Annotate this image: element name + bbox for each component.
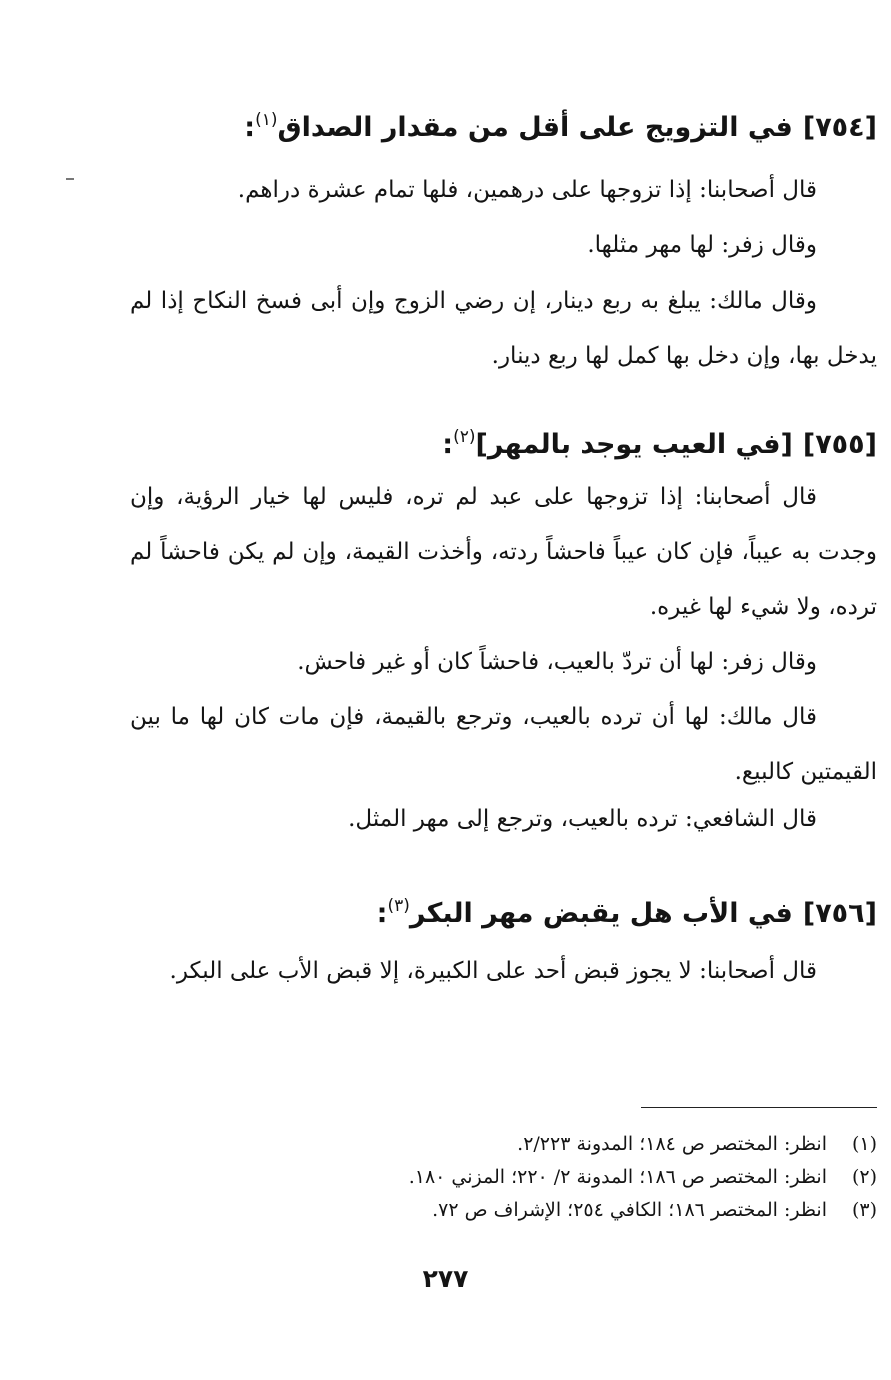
- section-heading-754: [130, 108, 877, 148]
- section-number: [٧٥٥]: [802, 429, 877, 460]
- footnote-separator: [641, 1107, 877, 1108]
- page-number: ٢٧٧: [422, 1264, 469, 1293]
- paragraph: قال الشافعي: ترده بالعيب، وترجع إلى مهر المثل.: [348, 806, 817, 832]
- section-title: في الأب هل يقبض مهر البكر: [409, 898, 793, 929]
- heading-colon: :: [376, 898, 388, 929]
- paragraph: قال أصحابنا: إذا تزوجها على درهمين، فلها تمام عشرة دراهم.: [237, 177, 817, 203]
- paragraph: قال مالك: لها أن ترده بالعيب، وترجع بالقيمة، فإن مات كان لها ما بين القيمتين كالبيع.: [130, 704, 877, 785]
- heading-colon: :: [244, 112, 256, 143]
- footnote-text: انظر: المختصر ص ١٨٤؛ المدونة ٢/٢٢٣.: [517, 1133, 827, 1155]
- footnotes: [130, 1128, 877, 1227]
- scan-speck: [66, 178, 74, 180]
- section-number: [٧٥٦]: [802, 898, 877, 929]
- footnote: [130, 1128, 877, 1161]
- footnote-text: انظر: المختصر ١٨٦؛ الكافي ٢٥٤؛ الإشراف ص ٧٢.: [432, 1199, 827, 1221]
- paragraph: وقال زفر: لها أن تردّ بالعيب، فاحشاً كان أو غير فاحش.: [297, 649, 817, 675]
- footnote-ref: (١): [255, 110, 278, 130]
- footnote-text: انظر: المختصر ص ١٨٦؛ المدونة ٢/ ٢٢٠؛ المزني ١٨٠.: [408, 1166, 827, 1188]
- footnote-ref: (٢): [453, 427, 476, 447]
- footnote-number: (١): [851, 1133, 877, 1155]
- section-title: في التزويج على أقل من مقدار الصداق: [277, 112, 793, 143]
- footnote: [130, 1194, 877, 1227]
- footnote: [130, 1161, 877, 1194]
- footnote-number: (٣): [851, 1199, 877, 1221]
- paragraph: قال أصحابنا: لا يجوز قبض أحد على الكبيرة، إلا قبض الأب على البكر.: [169, 958, 817, 984]
- paragraph: قال أصحابنا: إذا تزوجها على عبد لم تره، فليس لها خيار الرؤية، وإن وجدت به عيباً، فإن كان عيباً فاحشاً ردته، وأخذت القيمة، وإن لم يكن فاحشاً لم ترده، ولا شيء لها غيره.: [130, 484, 877, 620]
- section-number: [٧٥٤]: [802, 112, 877, 143]
- section-heading-756: [130, 894, 877, 934]
- heading-colon: :: [442, 429, 454, 460]
- paragraph: وقال زفر: لها مهر مثلها.: [587, 232, 817, 258]
- footnote-ref: (٣): [387, 896, 410, 916]
- paragraph: وقال مالك: يبلغ به ربع دينار، إن رضي الزوج وإن أبى فسخ النكاح إذا لم يدخل بها، وإن دخل بها كمل لها ربع دينار.: [130, 288, 877, 369]
- footnote-number: (٢): [851, 1166, 877, 1188]
- section-heading-755: [130, 425, 877, 465]
- section-title: [في العيب يوجد بالمهر]: [475, 429, 793, 460]
